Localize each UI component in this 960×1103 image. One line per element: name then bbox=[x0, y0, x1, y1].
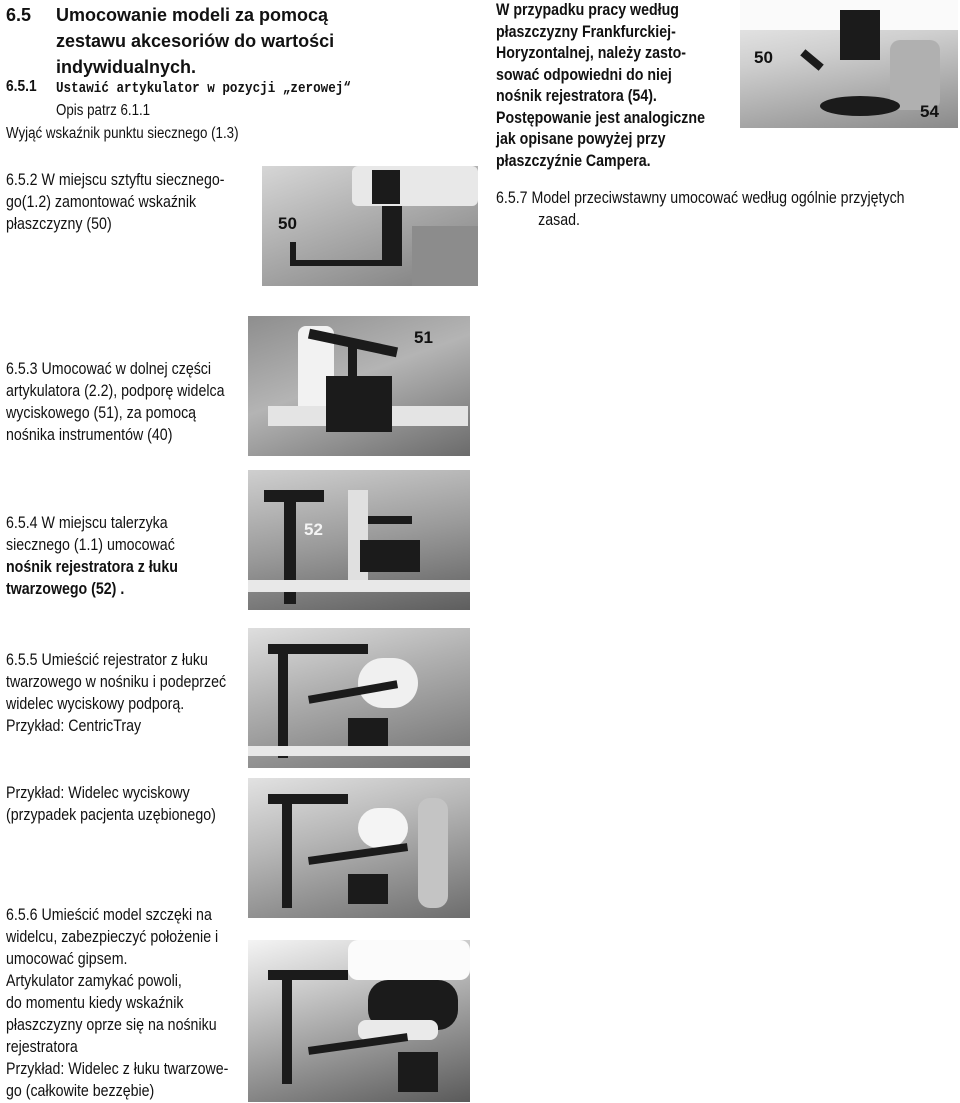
callout-label: 54 bbox=[920, 102, 939, 121]
step-text-line: twarzowego (52) . bbox=[6, 580, 125, 598]
step-text-line: nośnika instrumentów (40) bbox=[6, 426, 173, 444]
photo-frankfurt-carrier bbox=[740, 0, 958, 128]
photo-centric-tray bbox=[248, 628, 470, 768]
step-text-line: 6.5.3 Umocować w dolnej części bbox=[6, 360, 212, 378]
step-title: Ustawić artykulator w pozycji „zerowej“ bbox=[56, 80, 351, 97]
note-line: płaszczyzny Frankfurckiej- bbox=[496, 22, 676, 41]
section-number: 6.5 bbox=[6, 5, 32, 25]
step-text-line: 6.5.7 Model przeciwstawny umocować według ogólnie przyjętych bbox=[496, 189, 905, 207]
photo-plane-indicator bbox=[262, 166, 478, 286]
callout-label: 50 bbox=[754, 48, 773, 67]
step-text-line: widelec wyciskowy podporą. bbox=[6, 695, 185, 713]
note-line: płaszczyźnie Campera. bbox=[496, 151, 651, 170]
step-text-line: do momentu kiedy wskaźnik bbox=[6, 994, 184, 1012]
callout-label: 52 bbox=[304, 520, 323, 539]
section-title-line: zestawu akcesoriów do wartości bbox=[56, 31, 335, 51]
step-text-line: płaszczyzny (50) bbox=[6, 215, 112, 233]
step-text-line: zasad. bbox=[538, 211, 580, 229]
note-line: sować odpowiedni do niej bbox=[496, 65, 672, 84]
step-text-line: 6.5.2 W miejscu sztyftu siecznego- bbox=[6, 171, 225, 189]
example-text-line: Przykład: Widelec wyciskowy bbox=[6, 784, 190, 802]
step-text-line: Artykulator zamykać powoli, bbox=[6, 972, 182, 990]
step-text-line: widelcu, zabezpieczyć położenie i bbox=[6, 928, 219, 946]
section-title-line: Umocowanie modeli za pomocą bbox=[56, 5, 329, 25]
note-line: nośnik rejestratora (54). bbox=[496, 87, 657, 105]
step-text-line: Przykład: CentricTray bbox=[6, 717, 142, 735]
photo-facebow-carrier bbox=[248, 470, 470, 610]
photo-impression-fork bbox=[248, 778, 470, 918]
step-text-line: umocować gipsem. bbox=[6, 950, 128, 968]
step-text-line: 6.5.6 Umieścić model szczęki na bbox=[6, 906, 212, 924]
photo-maxilla-model bbox=[248, 940, 470, 1102]
step-text-line: rejestratora bbox=[6, 1038, 78, 1056]
step-text-line: nośnik rejestratora z łuku bbox=[6, 558, 178, 576]
step-text-line: 6.5.4 W miejscu talerzyka bbox=[6, 514, 168, 532]
step-number: 6.5.1 bbox=[6, 78, 37, 95]
note-line: Horyzontalnej, należy zasto- bbox=[496, 44, 687, 62]
example-text-line: (przypadek pacjenta uzębionego) bbox=[6, 806, 216, 824]
step-text-line: wyciskowego (51), za pomocą bbox=[6, 404, 197, 422]
step-instruction: Wyjąć wskaźnik punktu siecznego (1.3) bbox=[6, 125, 239, 142]
step-text-line: go(1.2) zamontować wskaźnik bbox=[6, 193, 197, 211]
section-title-line: indywidualnych. bbox=[56, 57, 197, 77]
step-text-line: płaszczyzny oprze się na nośniku bbox=[6, 1016, 217, 1034]
step-text-line: Przykład: Widelec z łuku twarzowe- bbox=[6, 1060, 229, 1078]
note-line: jak opisane powyżej przy bbox=[496, 130, 666, 148]
step-text-line: artykulatora (2.2), podporę widelca bbox=[6, 382, 225, 400]
step-text-line: twarzowego w nośniku i podeprzeć bbox=[6, 673, 227, 691]
step-text-line: 6.5.5 Umieścić rejestrator z łuku bbox=[6, 651, 208, 669]
callout-label: 51 bbox=[414, 328, 433, 347]
step-text-line: go (całkowite bezzębie) bbox=[6, 1082, 155, 1100]
note-line: Postępowanie jest analogiczne bbox=[496, 108, 705, 127]
callout-label: 50 bbox=[278, 214, 297, 233]
photo-fork-support bbox=[248, 316, 470, 456]
step-ref: Opis patrz 6.1.1 bbox=[56, 102, 151, 119]
note-line: W przypadku pracy według bbox=[496, 1, 679, 19]
step-text-line: siecznego (1.1) umocować bbox=[6, 536, 175, 554]
